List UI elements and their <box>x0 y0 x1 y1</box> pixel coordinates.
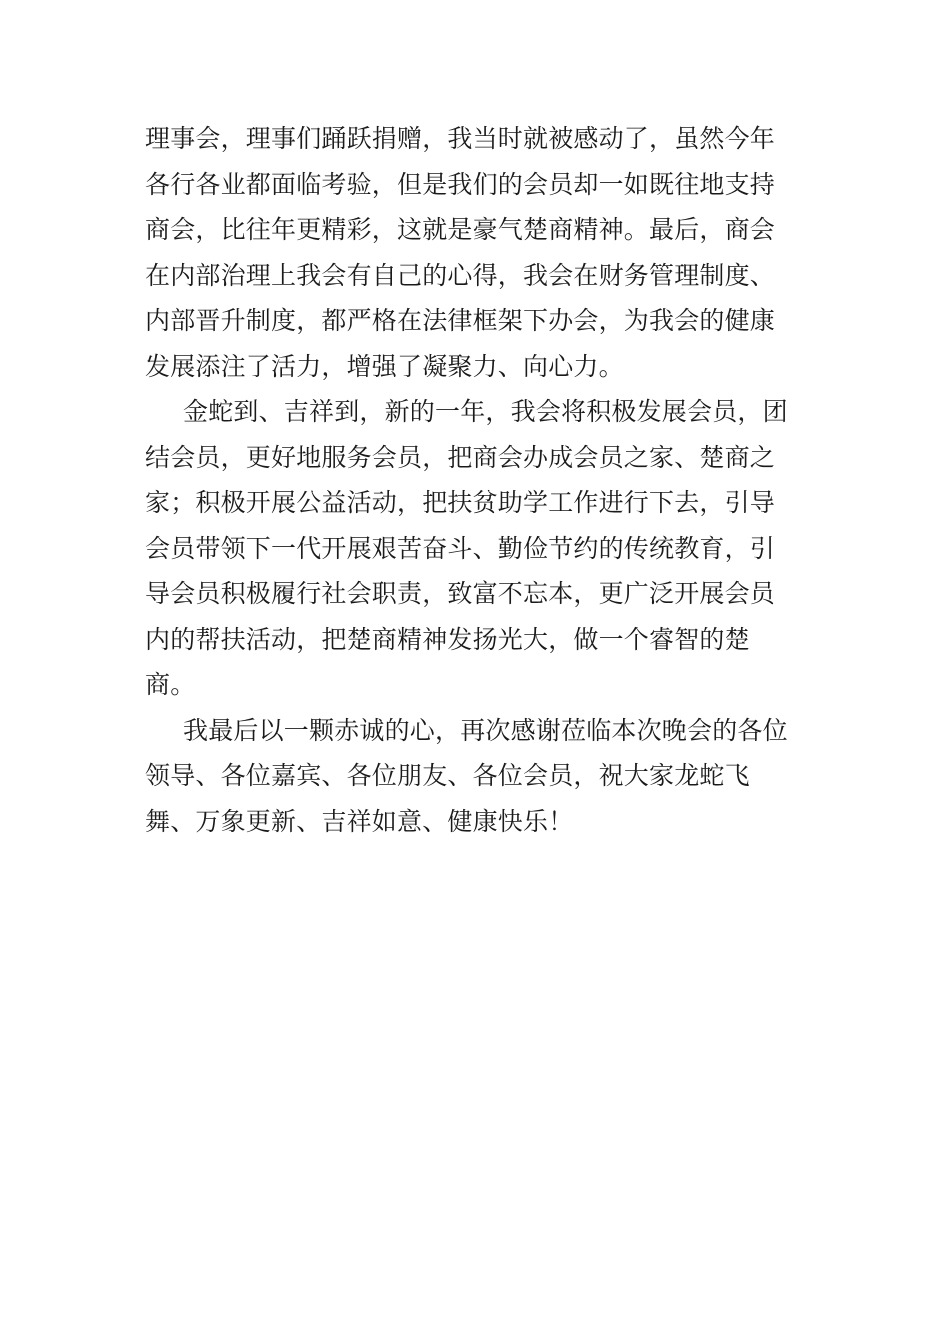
text-line: 舞、万象更新、吉祥如意、健康快乐！ <box>145 806 574 836</box>
text-line: 家；积极开展公益活动，把扶贫助学工作进行下去，引导 <box>145 488 776 517</box>
text-line: 各行各业都面临考验，但是我们的会员却一如既往地支持 <box>145 169 776 199</box>
document-body <box>145 116 805 844</box>
text-line: 结会员，更好地服务会员，把商会办成会员之家、楚商之 <box>145 442 776 472</box>
text-line: 理事会，理事们踊跃捐赠，我当时就被感动了，虽然今年 <box>145 124 776 153</box>
text-line: 商会，比往年更精彩，这就是豪气楚商精神。最后，商会 <box>145 215 776 244</box>
text-line: 金蛇到、吉祥到，新的一年，我会将积极发展会员，团 <box>183 397 788 426</box>
text-line: 商。 <box>145 670 196 699</box>
text-line: 导会员积极履行社会职责，致富不忘本，更广泛开展会员 <box>145 579 776 608</box>
text-line: 在内部治理上我会有自己的心得，我会在财务管理制度、 <box>145 260 776 290</box>
text-line: 内部晋升制度，都严格在法律框架下办会，为我会的健康 <box>145 306 776 335</box>
paragraph-3 <box>145 708 805 845</box>
text-line: 内的帮扶活动，把楚商精神发扬光大，做一个睿智的楚 <box>145 624 750 654</box>
text-line: 发展添注了活力，增强了凝聚力、向心力。 <box>145 351 624 381</box>
paragraph-1 <box>145 116 805 389</box>
text-line: 我最后以一颗赤诚的心，再次感谢莅临本次晚会的各位 <box>183 715 788 745</box>
text-line: 会员带领下一代开展艰苦奋斗、勤俭节约的传统教育，引 <box>145 533 776 563</box>
paragraph-2 <box>145 389 805 708</box>
text-line: 领导、各位嘉宾、各位朋友、各位会员，祝大家龙蛇飞 <box>145 761 750 790</box>
